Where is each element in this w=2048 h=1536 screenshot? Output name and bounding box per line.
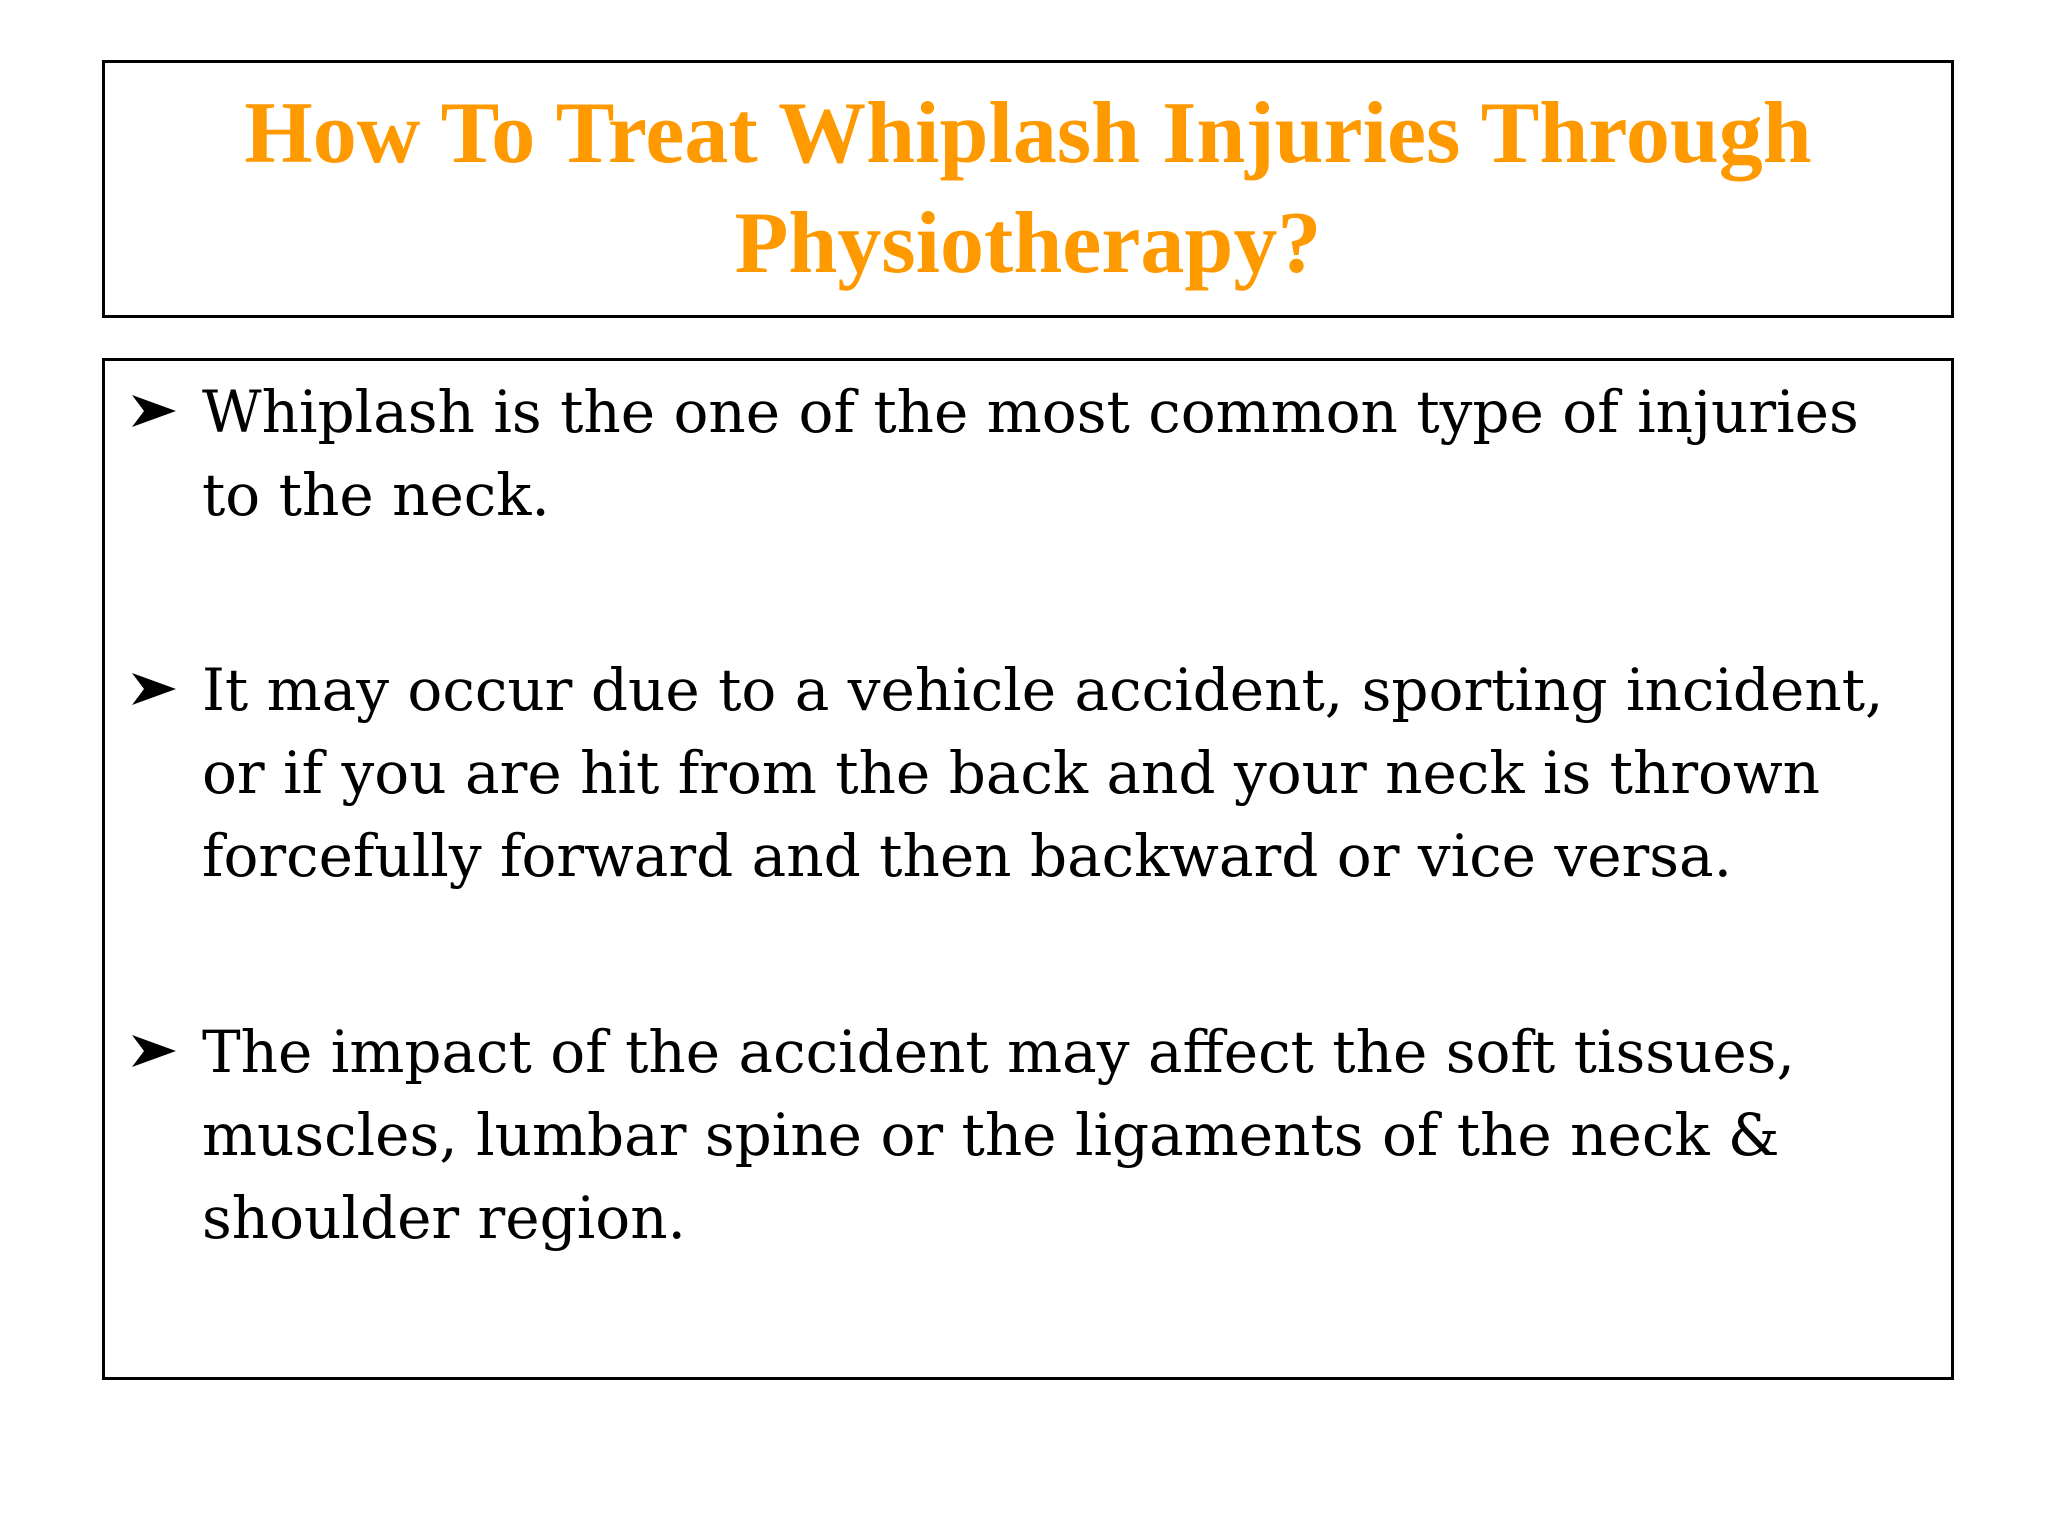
title-box — [102, 60, 1954, 318]
bullet-text: The impact of the accident may affect the soft tissues, muscles, lumbar spine or the ligaments of the neck & shoulder region. — [202, 1018, 1795, 1252]
bullet-text: It may occur due to a vehicle accident, sporting incident, or if you are hit from the back and your neck is thrown forcefully forward and then backward or vice versa. — [202, 656, 1884, 890]
content-box — [102, 358, 1954, 1380]
arrow-bullet-icon — [129, 669, 179, 709]
bullet-text: Whiplash is the one of the most common type of injuries to the neck. — [202, 378, 1859, 529]
slide-title: How To Treat Whiplash Injuries Through Physiotherapy? — [244, 85, 1812, 292]
arrow-bullet-icon — [129, 1031, 179, 1071]
arrow-bullet-icon — [129, 391, 179, 431]
